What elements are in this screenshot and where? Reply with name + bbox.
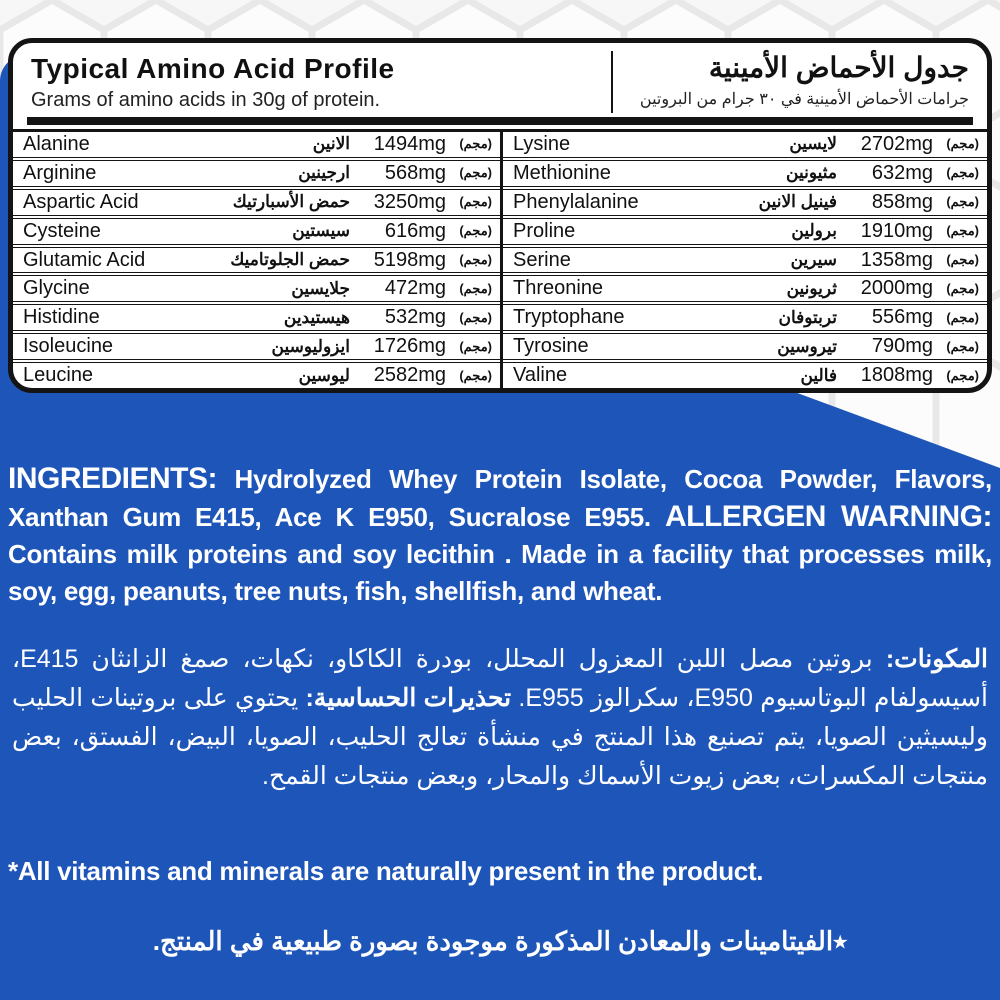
table-row xyxy=(13,132,500,161)
amino-unit-ar: (مجم) xyxy=(459,367,492,383)
amino-name-en: Tyrosine xyxy=(513,335,589,358)
table-row xyxy=(503,305,987,334)
amino-name-ar: ارجينين xyxy=(298,163,350,183)
amino-value: 472mg xyxy=(384,277,446,300)
table-title-ar: جدول الأحماض الأمينية xyxy=(708,52,969,83)
amino-value: 632mg xyxy=(871,161,933,184)
amino-name-ar: حمض الجلوتاميك xyxy=(230,250,350,269)
amino-unit-ar: (مجم) xyxy=(946,252,979,267)
amino-name-ar: حمض الأسبارتيك xyxy=(232,192,350,212)
amino-name-ar: برولين xyxy=(791,221,837,241)
amino-name-en: Methionine xyxy=(513,161,611,184)
ingredients-ar-text: بروتين مصل اللبن المعزول المحلل، بودرة الكاكاو، نكهات، صمغ الزانثان E415، أسيسولفام البوتاسيوم E950، سكرالوز E955. xyxy=(12,645,988,712)
table-row xyxy=(503,190,987,219)
amino-unit-ar: (مجم) xyxy=(459,136,492,152)
amino-value: 1726mg xyxy=(373,335,446,358)
card-header xyxy=(13,43,987,113)
amino-name-ar: سيرين xyxy=(790,250,837,269)
table-row xyxy=(13,305,500,334)
table-row xyxy=(503,161,987,190)
amino-value: 5198mg xyxy=(373,248,446,271)
amino-name-en: Arginine xyxy=(23,161,97,184)
amino-value: 1808mg xyxy=(860,364,933,387)
table-row xyxy=(503,132,987,161)
table-row xyxy=(503,334,987,363)
table-row xyxy=(13,276,500,305)
amino-table-right-column xyxy=(500,132,987,388)
amino-name-ar: هيستيدين xyxy=(283,307,350,327)
amino-value: 1358mg xyxy=(860,248,933,271)
ingredients-ar-label: المكونات: xyxy=(885,645,989,673)
amino-name-ar: ايزوليوسين xyxy=(271,336,350,356)
amino-name-ar: الانين xyxy=(312,134,350,154)
amino-name-ar: فالين xyxy=(800,365,837,385)
amino-table-left-column xyxy=(13,132,500,388)
amino-unit-ar: (مجم) xyxy=(946,136,979,152)
table-row xyxy=(503,219,987,248)
table-row xyxy=(13,363,500,388)
amino-unit-ar: (مجم) xyxy=(459,280,492,296)
amino-value: 790mg xyxy=(871,335,933,358)
amino-name-en: Proline xyxy=(513,219,576,242)
amino-value: 3250mg xyxy=(373,190,446,213)
ingredients-paragraph-en xyxy=(8,460,992,610)
table-title-en: Typical Amino Acid Profile xyxy=(31,53,395,84)
amino-name-en: Aspartic Acid xyxy=(23,190,139,213)
vitamins-footnote-ar: ٭الفيتامينات والمعادن المذكورة موجودة بصورة طبيعية في المنتج. xyxy=(152,926,848,956)
amino-name-ar: ثريونين xyxy=(786,278,837,298)
amino-name-ar: فينيل الانين xyxy=(758,192,837,212)
amino-name-en: Threonine xyxy=(513,277,604,300)
allergen-warning-en-label: ALLERGEN WARNING: xyxy=(664,500,992,533)
amino-unit-ar: (مجم) xyxy=(459,165,492,181)
amino-name-ar: مثيونين xyxy=(786,163,837,183)
amino-value: 616mg xyxy=(384,219,446,242)
amino-unit-ar: (مجم) xyxy=(459,194,492,210)
amino-name-en: Serine xyxy=(513,248,571,271)
vitamins-footnote-en: *All vitamins and minerals are naturally present in the product. xyxy=(8,856,764,886)
amino-name-ar: تربتوفان xyxy=(778,307,837,327)
amino-unit-ar: (مجم) xyxy=(946,338,979,354)
table-row xyxy=(503,248,987,277)
amino-unit-ar: (مجم) xyxy=(946,280,979,296)
amino-name-en: Isoleucine xyxy=(23,335,114,358)
amino-name-en: Leucine xyxy=(23,364,94,387)
table-subtitle-ar: جرامات الأحماض الأمينية في ٣٠ جرام من البروتين xyxy=(639,91,969,108)
table-row xyxy=(13,161,500,190)
amino-name-en: Phenylalanine xyxy=(513,190,639,213)
table-row xyxy=(13,190,500,219)
amino-name-ar: لايسين xyxy=(789,134,837,154)
amino-name-en: Glycine xyxy=(23,277,90,300)
amino-value: 1494mg xyxy=(373,132,446,155)
amino-value: 858mg xyxy=(871,190,933,213)
amino-value: 2582mg xyxy=(373,364,446,387)
ingredients-paragraph-ar xyxy=(12,640,988,796)
amino-value: 556mg xyxy=(871,306,933,329)
amino-unit-ar: (مجم) xyxy=(459,338,492,354)
table-row xyxy=(13,219,500,248)
amino-name-ar: جلايسين xyxy=(291,278,350,298)
allergen-warning-ar-text: يحتوي على بروتينات الحليب وليسيثين الصويا، يتم تصنيع هذا المنتج في منشأة تعالج الحليب، الصويا، البيض، الفستق، بعض منتجات المكسرات، بعض زيوت الأسماك والمحار، وبعض منتجات القمح. xyxy=(12,684,988,790)
amino-unit-ar: (مجم) xyxy=(946,223,979,239)
header-divider-bar xyxy=(27,117,973,125)
amino-acid-table xyxy=(13,129,987,388)
amino-name-en: Tryptophane xyxy=(513,306,625,329)
amino-value: 1910mg xyxy=(860,219,933,242)
amino-name-ar: تيروسين xyxy=(777,336,837,356)
table-row xyxy=(503,363,987,388)
amino-unit-ar: (مجم) xyxy=(946,165,979,181)
table-row xyxy=(13,334,500,363)
amino-unit-ar: (مجم) xyxy=(459,223,492,239)
amino-value: 532mg xyxy=(384,306,446,329)
amino-name-en: Valine xyxy=(513,364,568,387)
allergen-warning-en-text: Contains milk proteins and soy lecithin . Made in a facility that processes milk, soy, egg, peanuts, tree nuts, fish, shellfish, and wheat. xyxy=(8,539,992,606)
amino-value: 2000mg xyxy=(860,277,933,300)
table-row xyxy=(503,276,987,305)
amino-unit-ar: (مجم) xyxy=(459,309,492,325)
table-row xyxy=(13,248,500,277)
amino-unit-ar: (مجم) xyxy=(946,309,979,325)
allergen-warning-ar-label: تحذيرات الحساسية: xyxy=(305,684,512,712)
amino-name-en: Lysine xyxy=(513,132,571,155)
amino-unit-ar: (مجم) xyxy=(946,367,979,383)
amino-name-en: Alanine xyxy=(23,132,90,155)
amino-name-en: Glutamic Acid xyxy=(23,248,146,271)
amino-name-ar: سيستين xyxy=(292,221,350,241)
amino-name-ar: ليوسين xyxy=(298,365,350,385)
card-header-ar xyxy=(613,51,969,113)
ingredients-en-label: INGREDIENTS: xyxy=(8,462,218,495)
amino-unit-ar: (مجم) xyxy=(946,194,979,210)
ingredients-en-text: Hydrolyzed Whey Protein Isolate, Cocoa Powder, Flavors, Xanthan Gum E415, Ace K E950, Sucralose E955. xyxy=(8,464,992,532)
amino-value: 2702mg xyxy=(860,132,933,155)
amino-name-en: Histidine xyxy=(23,306,100,329)
amino-acid-profile-card xyxy=(8,38,992,393)
card-header-en xyxy=(31,51,613,113)
amino-name-en: Cysteine xyxy=(23,219,101,242)
table-subtitle-en: Grams of amino acids in 30g of protein. xyxy=(31,89,381,111)
amino-unit-ar: (مجم) xyxy=(459,252,492,267)
amino-value: 568mg xyxy=(384,161,446,184)
